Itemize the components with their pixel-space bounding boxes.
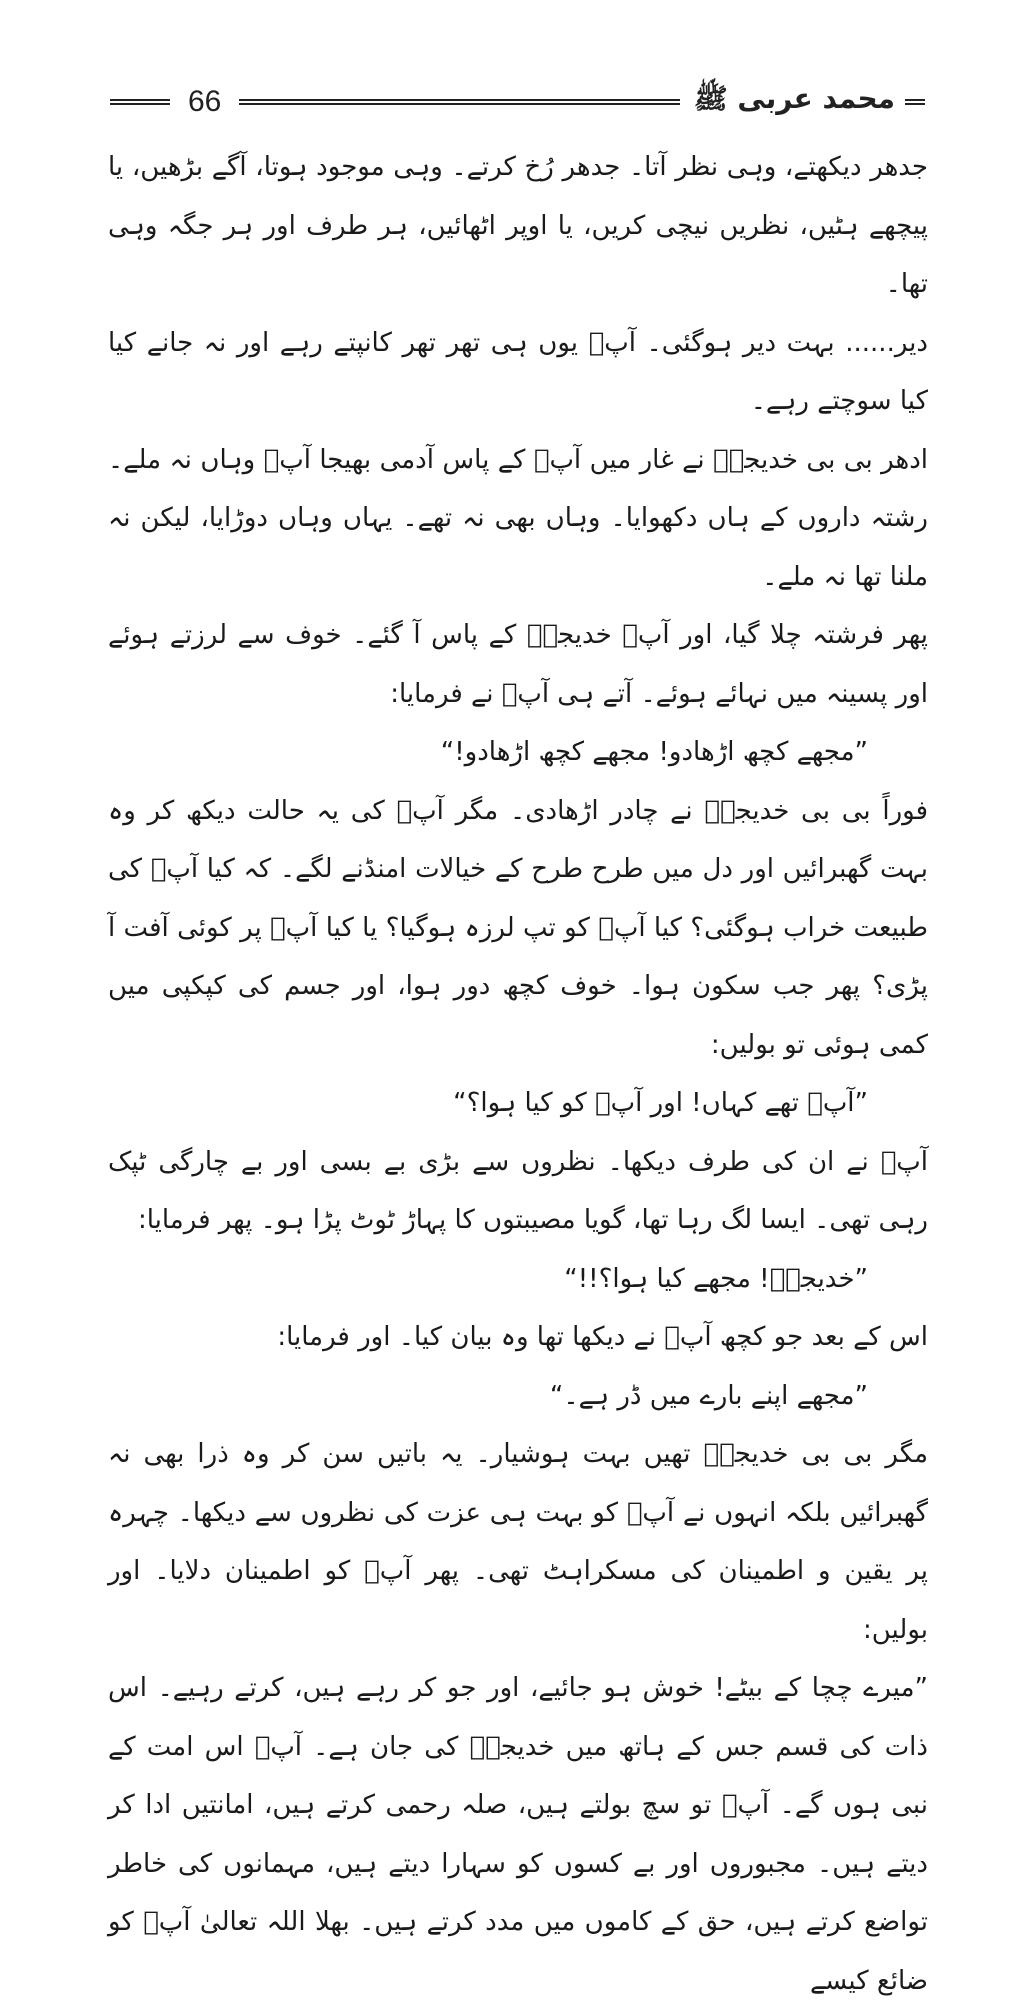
quote-paragraph: ”مجھے اپنے بارے میں ڈر ہے۔“ (549, 1380, 868, 1411)
paragraph: فوراً بی بی خدیجہؓ نے چادر اڑھادی۔ مگر آپؐ کی یہ حالت دیکھ کر وہ بہت گھبرائیں اور دل میں طرح طرح کے خیالات امنڈنے لگے۔ کہ کیا آپؐ کی طبیعت خراب ہوگئی؟ کیا آپؐ کو تپ لرزہ ہوگیا؟ یا کیا آپؐ پر کوئی آفت آ پڑی؟ پھر جب سکون ہوا۔ خوف کچھ دور ہوا، اور جسم کی کپکپی میں کمی ہوئی تو بولیں: (108, 795, 928, 1060)
paragraph: اس کے بعد جو کچھ آپؐ نے دیکھا تھا وہ بیان کیا۔ اور فرمایا: (277, 1322, 928, 1352)
header-rule-right (905, 99, 925, 105)
page-body (108, 138, 928, 2010)
page-header (110, 82, 925, 122)
quote-paragraph: ”خدیجہؓ! مجھے کیا ہوا؟!!“ (564, 1263, 868, 1294)
paragraph: ”میرے چچا کے بیٹے! خوش ہو جائیے، اور جو کر رہے ہیں، کرتے رہیے۔ اس ذات کی قسم جس کے ہاتھ میں خدیجہؓ کی جان ہے۔ آپؐ اس امت کے نبی ہوں گے۔ آپؐ تو سچ بولتے ہیں، صلہ رحمی کرتے ہیں، امانتیں ادا کر دیتے ہیں۔ مجبوروں اور بے کسوں کو سہارا دیتے ہیں، مہمانوں کی خاطر تواضع کرتے ہیں، حق کے کاموں میں مدد کرتے ہیں۔ بھلا اللہ تعالیٰ آپؐ کو ضائع کیسے (108, 1673, 928, 1996)
paragraph: ادھر بی بی خدیجہؓ نے غار میں آپؐ کے پاس آدمی بھیجا آپؐ وہاں نہ ملے۔ رشتہ داروں کے ہاں دکھوایا۔ وہاں بھی نہ تھے۔ یہاں وہاں دوڑایا، لیکن نہ ملنا تھا نہ ملے۔ (108, 444, 928, 592)
header-rule-left (110, 99, 170, 105)
quote-paragraph: ”مجھے کچھ اڑھادو! مجھے کچھ اڑھادو!“ (440, 737, 868, 767)
paragraph: پھر فرشتہ چلا گیا، اور آپؐ خدیجہؓ کے پاس آ گئے۔ خوف سے لرزتے ہوئے اور پسینہ میں نہائے ہوئے۔ آتے ہی آپؐ نے فرمایا: (108, 620, 928, 709)
paragraph: دیر...... بہت دیر ہوگئی۔ آپؐ یوں ہی تھر تھر کانپتے رہے اور نہ جانے کیا کیا سوچتے رہے۔ (108, 327, 928, 416)
paragraph: آپؐ نے ان کی طرف دیکھا۔ نظروں سے بڑی بے بسی اور بے چارگی ٹپک رہی تھی۔ ایسا لگ رہا تھا، گویا مصیبتوں کا پہاڑ ٹوٹ پڑا ہو۔ پھر فرمایا: (108, 1146, 928, 1235)
quote-paragraph: ”آپؐ تھے کہاں! اور آپؐ کو کیا ہوا؟“ (453, 1088, 868, 1118)
page-number: 66 (188, 85, 222, 118)
running-title: محمد عربی ﷺ (693, 82, 895, 115)
paragraph: مگر بی بی خدیجہؓ تھیں بہت ہوشیار۔ یہ باتیں سن کر وہ ذرا بھی نہ گھبرائیں بلکہ انہوں نے آپؐ کو بہت ہی عزت کی نظروں سے دیکھا۔ چہرہ پر یقین و اطمینان کی مسکراہٹ تھی۔ پھر آپؐ کو اطمینان دلایا۔ اور بولیں: (108, 1439, 928, 1645)
paragraph: جدھر دیکھتے، وہی نظر آتا۔ جدھر رُخ کرتے۔ وہی موجود ہوتا، آگے بڑھیں، یا پیچھے ہٹیں، نظریں نیچی کریں، یا اوپر اٹھائیں، ہر طرف اور ہر جگہ وہی تھا۔ (108, 152, 928, 299)
header-rule-middle (239, 99, 679, 105)
